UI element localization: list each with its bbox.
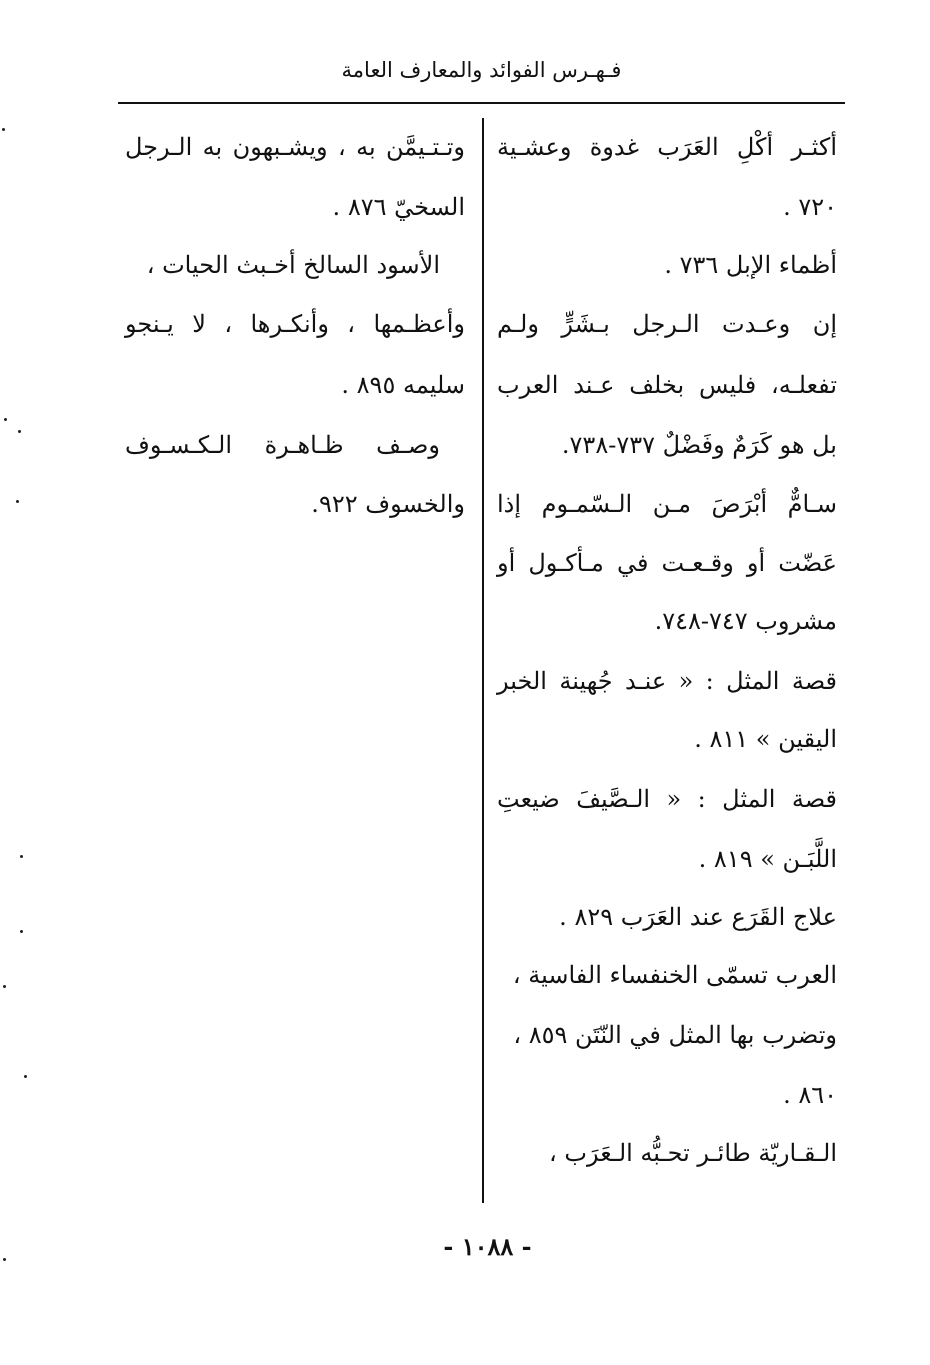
text-line: سليمه ٨٩٥ . xyxy=(341,371,465,399)
text-line: علاج القَرَع عند العَرَب ٨٢٩ . xyxy=(559,903,837,931)
text-line: عَضّت أو وقـعـت في مـأكـول أو xyxy=(497,549,837,577)
text-line: ٧٢٠ . xyxy=(783,193,837,221)
text-line: بل هو كَرَمٌ وفَضْلٌ ٧٣٧-٧٣٨. xyxy=(561,431,837,459)
column-divider xyxy=(482,118,484,1203)
text-line: وتـتـيمَّن به ، ويشـبهون به الـرجل xyxy=(125,133,465,161)
text-line: والخسوف ٩٢٢. xyxy=(311,490,465,518)
text-line: وصـف ظـاهـرة الـكـسـوف xyxy=(125,431,440,459)
text-line: قصة المثل : « الـصَّيفَ ضيعتِ xyxy=(497,785,837,813)
margin-speck xyxy=(16,500,19,503)
text-line: اللَّبَـن » ٨١٩ . xyxy=(698,845,837,873)
text-line: السخيّ ٨٧٦ . xyxy=(332,193,465,221)
page-header-title: فـهـرس الفوائد والمعارف العامة xyxy=(341,58,622,82)
text-line: إن وعـدت الـرجل بـشَرٍّ ولـم xyxy=(497,310,837,338)
text-line: تفعلـه، فليس بخلف عـند العرب xyxy=(497,371,837,399)
text-line: وأعظـمها ، وأنكـرها ، لا يـنجو xyxy=(125,310,465,338)
text-line: سـامٌّ أبْرَصَ مـن الـسّمـوم إذا xyxy=(497,490,837,518)
margin-speck xyxy=(20,855,23,858)
text-line: ٨٦٠ . xyxy=(783,1081,837,1109)
margin-speck xyxy=(20,930,23,933)
text-line: قصة المثل : « عنـد جُهينة الخبر xyxy=(497,667,837,695)
page-number: - ١٠٨٨ - xyxy=(443,1232,532,1261)
margin-speck xyxy=(18,430,21,433)
text-line: العرب تسمّى الخنفساء الفاسية ، xyxy=(512,961,837,989)
margin-speck xyxy=(2,128,5,131)
text-line: وتضرب بها المثل في النّتَن ٨٥٩ ، xyxy=(513,1021,837,1049)
text-line: الأسود السالخ أخـبث الحيات ، xyxy=(146,251,440,279)
margin-speck xyxy=(3,1258,6,1261)
header-rule xyxy=(118,102,845,104)
text-line: أكثـر أكْلِ العَرَب غدوة وعشـية xyxy=(497,133,837,161)
margin-speck xyxy=(3,985,6,988)
text-line: الـقـاريّة طائـر تحـبُّه الـعَرَب ، xyxy=(549,1139,837,1167)
text-line: أظماء الإبل ٧٣٦ . xyxy=(664,251,837,279)
margin-speck xyxy=(24,1075,27,1078)
text-line: اليقين » ٨١١ . xyxy=(694,725,837,753)
text-line: مشروب ٧٤٧-٧٤٨. xyxy=(654,607,837,635)
margin-speck xyxy=(4,418,7,421)
